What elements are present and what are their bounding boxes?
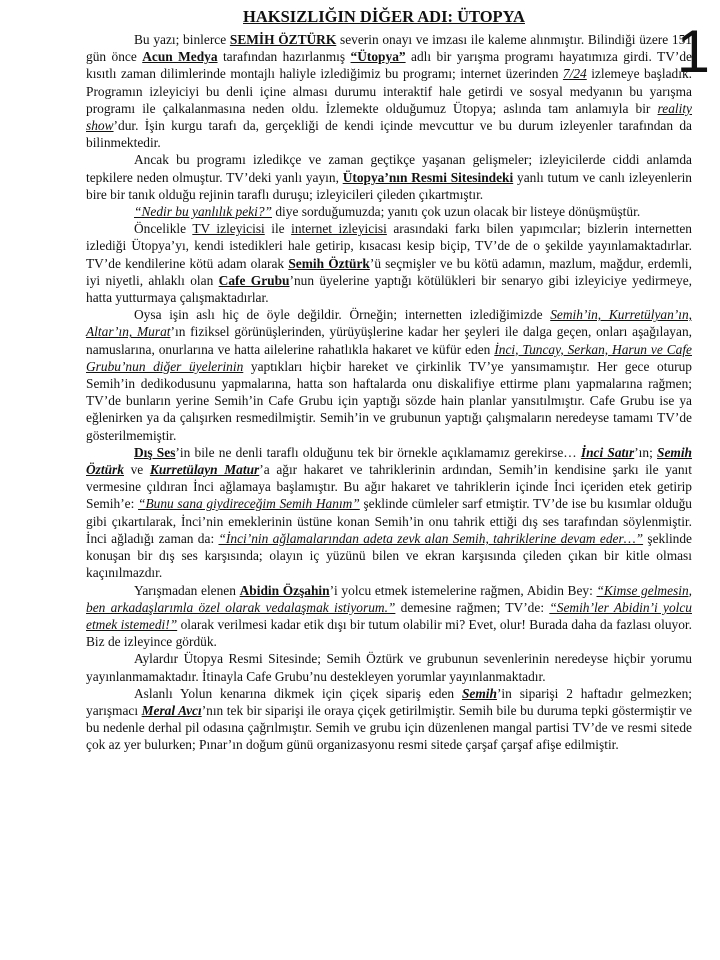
- document-body: [86, 31, 692, 754]
- emphasis-text: 7/24: [562, 66, 587, 82]
- emphasis-text: Semih Öztürk: [288, 255, 370, 271]
- body-text: Bu yazı; binlerce: [134, 32, 230, 47]
- emphasis-text: Ütopya’nın Resmi Sitesindeki: [342, 169, 514, 185]
- paragraph-audiences: [86, 220, 692, 306]
- emphasis-text: Semih: [461, 685, 497, 701]
- body-text: Ancak bu programı izledikçe ve zaman geçtikçe yaşanan gelişmeler; izleyicilerde ciddi anlamda tepkilere neden olmuştur. TV’deki yanlı yayın,: [86, 152, 692, 185]
- emphasis-text: İnci Satır: [580, 444, 635, 460]
- body-text: severin onayı ve imzası ile kaleme alınmıştır. Bilindiği üzere 151 gün önce: [86, 32, 692, 65]
- paragraph-abidin: [86, 582, 692, 651]
- body-text: arasındaki farkı bilen yapımcılar; bizlerin internetten izlediği Ütopya’yı, kendi istedikleri hale getirip, kısacası kesip biçip, TV’de de o şekilde yayınlamaktadırlar. TV’de kendilerine kötü adam olarak: [86, 221, 692, 271]
- paragraph-official-site: [86, 650, 692, 684]
- emphasis-text: SEMİH ÖZTÜRK: [229, 32, 337, 47]
- body-text: ’i yolcu etmek istemelerine rağmen, Abidin Bey:: [329, 582, 597, 598]
- body-text: Aslanlı Yolun kenarına dikmek için çiçek sipariş eden: [134, 685, 462, 701]
- body-text: ’nın tek bir siparişi ile oraya çiçek getirilmiştir. Semih bile bu duruma tepki göstermiştir ve bu nedenle derhal pil odasına çağrılmıştır. Semih ve grubu için düzenlenen mangal partisi TV’de ve resmi sitede çok az yer bulurken; Pınar’ın doğum günü organizasyonu resmi sitede çarşaf çarşaf afişe edilmiştir.: [86, 702, 692, 753]
- paragraph-reactions: [86, 151, 692, 203]
- emphasis-text: TV izleyicisi: [192, 221, 265, 237]
- body-text: ’dur. İşin kurgu tarafı da, gerçekliği de kendi içinde mevcuttur ve bu durum izleyenler tarafından da bilinmektedir.: [86, 118, 692, 151]
- paragraph-question: [86, 203, 692, 220]
- paragraph-reality: [86, 306, 692, 444]
- page-number: 1: [676, 18, 710, 85]
- body-text: ile: [264, 221, 292, 237]
- emphasis-text: internet izleyicisi: [291, 221, 387, 237]
- emphasis-text: Kurretülayn Matur: [149, 462, 260, 478]
- emphasis-text: Abidin Özşahin: [239, 582, 330, 598]
- body-text: şeklinde cümleler sarf etmiştir. TV’de ise bu kısımlar olduğu gibi çıkartılarak, İnci’nin emeklerinin üstüne konan Semih’in onu tahrik ettiği dış ses tarafından söylenmiştir. İnci ağladığı zaman da:: [86, 496, 692, 546]
- body-text: şeklinde konuşan bir dış ses karşısında; olayın iç yüzünü bilen ve ekran karşısında çileden çıkan bir kitle olması kaçınılmazdır.: [86, 530, 692, 581]
- document-title: HAKSIZLIĞIN DİĞER ADI: ÜTOPYA: [243, 7, 525, 26]
- emphasis-text: Acun Medya: [142, 49, 218, 65]
- body-text: demesine rağmen; TV’de:: [395, 599, 550, 615]
- body-text: yaptıkları hiçbir hareket ve çirkinlik TV’ye yansımamıştır. Her gece oturup Semih’in dedikodusunu yapmalarına, hatta son haftalarda onu diskalifiye ettirme planı yapmalarına rağmen; TV’de bunların yerine Semih’in Cafe Grubu için yaptığı sözde hain planlar yansıtılmıştır. Cafe Grubu ise ya eğlenirken ya da çalışırken resmedilmiştir. Semih’in ve grubunun yaptığı çalışmaların neredeyse tamamı TV’de gösterilmemiştir.: [86, 358, 692, 443]
- body-text: Aylardır Ütopya Resmi Sitesinde; Semih Öztürk ve grubunun sevenlerinin neredeyse hiçbir yorumu yayınlanmamaktadır. İtinayla Cafe Grubu’nu destekleyen yorumlar yayınlanmaktadır.: [86, 651, 692, 684]
- body-text: ve: [123, 462, 150, 478]
- paragraph-outside-voice: [86, 444, 692, 582]
- paragraph-intro: [86, 31, 692, 151]
- body-text: ’ü seçmişler ve bu kötü adamın, mazlum, mağdur, erdemli, iyi niyetli, ahlaklı olan: [86, 255, 693, 288]
- body-text: olarak verilmesi kadar etik dışı bir tutum olabilir mi? Evet, olur! Burada daha da fazlası oluyor. Biz de izleyince gördük.: [86, 616, 692, 650]
- body-text: ’in bile ne denli taraflı olduğunu tek bir örnekle açıklamamız gerekirse…: [175, 444, 581, 460]
- emphasis-text: Semih Öztürk: [86, 444, 692, 478]
- body-text: ’ın;: [634, 444, 658, 460]
- body-text: ’ın fiziksel görünüşlerinden, yürüyüşlerine kadar her şeyleri ile dalga geçen, onları aşağılayan, namuslarına, onurlarına ve hatta ailelerine rahatlıkla hakaret ve küfür eden: [86, 324, 692, 357]
- emphasis-text: “İnci’nin ağlamalarından adeta zevk alan Semih, tahriklerine devam eder…”: [218, 530, 644, 546]
- body-text: ’in siparişi 2 haftadır gelmezken; yarışmacı: [86, 685, 692, 718]
- body-text: Yarışmadan elenen: [134, 582, 240, 598]
- emphasis-text: Cafe Grubu: [218, 272, 290, 288]
- body-text: yanlı tutum ve canlı izleyenlerin bire bir tanık olduğu rejinin taraflı duruşu; izleyicileri çileden çıkartmıştır.: [86, 169, 692, 202]
- emphasis-text: Meral Avcı: [141, 702, 202, 718]
- body-text: izlemeye başladık. Programın izleyiciyi bu denli içine alması durumu interaktif hale getirdi ve sosyal medyanın bu yarışma programı ile çalkalanmasına neden oldu. İzlemekte olduğumuz Ütopya; aslında tam anlamıyla bir: [86, 66, 692, 116]
- emphasis-text: “Semih’ler Abidin’i yolcu etmek istemedi!”: [86, 599, 692, 632]
- body-text: adlı bir yarışma programı hayatımıza girdi. TV’de kısıtlı zaman dilimlerinde montajlı haliyle izlediğimiz bu programı; internet üzerinden: [86, 49, 692, 82]
- body-text: Öncelikle: [134, 221, 193, 237]
- body-text: diye sorduğumuzda; yanıtı çok uzun olacak bir listeye dönüşmüştür.: [272, 204, 641, 220]
- emphasis-text: Dış Ses: [134, 444, 176, 460]
- emphasis-text: “Nedir bu yanlılık peki?”: [134, 204, 272, 220]
- emphasis-text: İnci, Tuncay, Serkan, Harun ve Cafe Grubu’nun diğer üyelerinin: [86, 341, 692, 374]
- emphasis-text: “Kimse gelmesin, ben arkadaşlarımla özel olarak vedalaşmak istiyorum.”: [86, 582, 693, 615]
- body-text: ’a ağır hakaret ve tahriklerinin ardından, Semih’in kendisine şarkı ile yanıt vermesine çıldıran İnci ağlamaya başlamıştır. Bu ağır hakaret ve tahriklerin içinde İnci içeriden etek getirip Semih’e:: [86, 462, 692, 512]
- body-text: Oysa işin aslı hiç de öyle değildir. Örneğin; internetten izlediğimizde: [134, 307, 551, 323]
- paragraph-flowers: [86, 685, 692, 754]
- emphasis-text: reality show: [86, 100, 692, 134]
- body-text: ’nun üyelerine yaptığı kötülükleri bir senaryo gibi izleyiciye yedirmeye, hatta yutturmaya çalışmaktadırlar.: [86, 272, 692, 306]
- body-text: tarafından hazırlanmış: [217, 49, 351, 65]
- emphasis-text: Semih’in, Kurretülyan’ın, Altar’ın, Murat: [86, 307, 693, 340]
- emphasis-text: “Ütopya”: [350, 49, 406, 65]
- emphasis-text: “Bunu sana giydireceğim Semih Hanım”: [138, 496, 360, 512]
